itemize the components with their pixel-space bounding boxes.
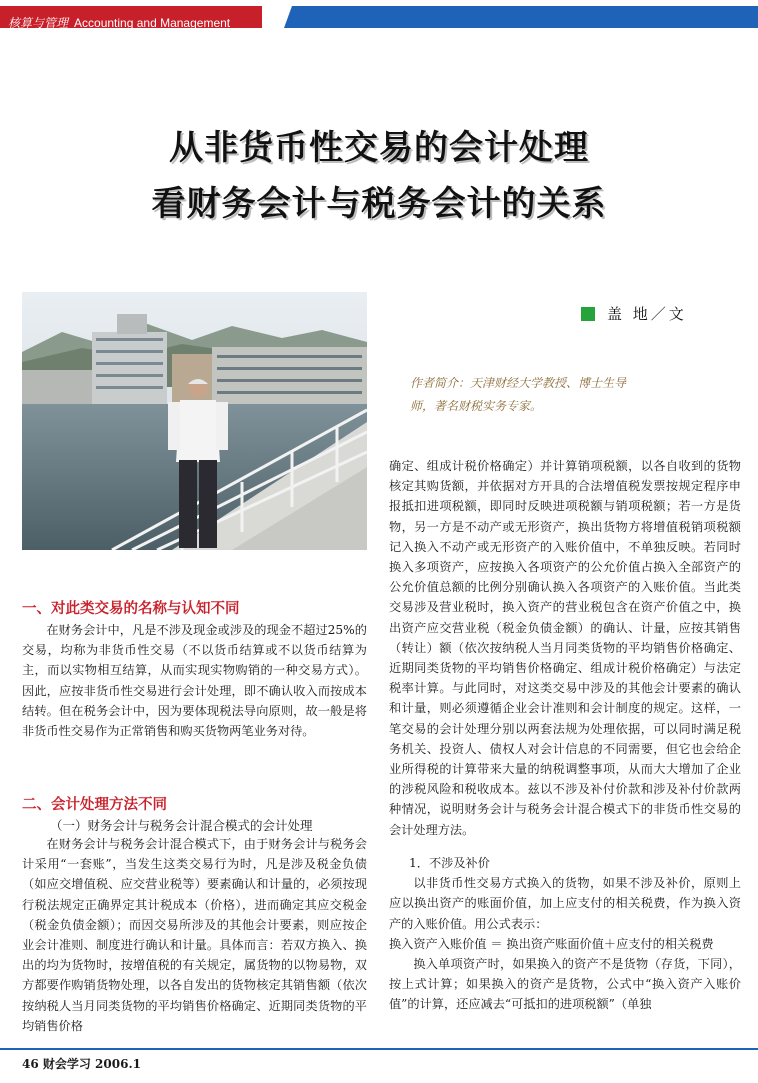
header-red-band [0, 6, 262, 28]
column-header-bar [0, 0, 758, 30]
section-1-body: 在财务会计中，凡是不涉及现金或涉及的现金不超过25%的交易，均称为非货币性交易（不以货币结算或不以货币结算为主，而以实物相互结算，从而实现实物购销的一种交易方式）。因此，应按非货币性交易进行会计处理，即不确认收入而按成本结转。但在税务会计中，因为要体现税法导向原则，故一般是将非货币性交易作为正常销售和购买货物两笔业务对待。 [22, 623, 367, 739]
right-column-subsection [389, 853, 741, 1015]
author-photo [22, 292, 367, 550]
page-footer: 46 财会学习 2006.1 [22, 1057, 141, 1071]
formula: 换入资产入账价值 ＝ 换出资产账面价值＋应支付的相关税费 [389, 936, 714, 951]
author-note: 作者简介：天津财经大学教授、博士生导师，著名财税实务专家。 [410, 376, 627, 413]
section-2-subheading: （一）财务会计与税务会计混合模式的会计处理 [50, 818, 313, 833]
column-title [8, 14, 230, 31]
item-1-heading: 1．不涉及补价 [409, 856, 490, 870]
item-1-body-2: 换入单项资产时，如果换入的资产不是货物（存货，下同），按上式计算；如果换入的资产是货物，公式中“换入资产入账价值”的计算，还应减去“可抵扣的进项税额”（单独 [389, 957, 741, 1012]
footer-rule [0, 1048, 758, 1050]
author-byline: 盖 地／文 [607, 305, 687, 323]
section-1-heading: 一、对此类交易的名称与认知不同 [22, 601, 240, 617]
byline [581, 303, 687, 324]
green-square-icon [581, 307, 595, 321]
column-title-en: Accounting and Management [74, 16, 231, 30]
header-blue-band [284, 6, 758, 28]
section-2-body: 在财务会计与税务会计混合模式下，由于财务会计与税务会计采用“一套账”，当发生这类交易行为时，凡是涉及税金负债（如应交增值税、应交营业税等）要素确认和计量的，必须按现行税法规定正确界定其计税成本（价格），进而确定其应交税金（税金负债金额）；而因交易所涉及的其他会计要素，则应按企业会计准则、制度进行确认和计量。具体而言：若双方换入、换出的均为货物时，按增值税的有关规定，属货物的以物易物，双方都要作购销货物处理，以各自发出的货物核定其销售额（依次按纳税人当月同类货物的平均销售价格确定、近期同类货物的平均销售价格 [22, 837, 367, 1033]
article-title-line2: 看财务会计与税务会计的关系 [151, 184, 607, 224]
article-title-line1: 从非货币性交易的会计处理 [169, 128, 589, 168]
column-title-cn: 核算与管理 [8, 16, 69, 30]
right-column-body: 确定、组成计税价格确定）并计算销项税额，以各自收到的货物核定其购货额，并依据对方开具的合法增值税发票按规定程序申报抵扣进项税额，即同时反映进项税额与销项税额；若一方是货物，另一方是不动产或无形资产，换出货物方将增值税销项税额记入换入不动产或无形资产的入账价值中，不单独反映。若同时换入多项资产，应按换入各项资产的公允价值占换入全部资产的公允价值总额的比例分别确认换入各项资产的入账价值。当此类交易涉及营业税时，换入资产的营业税包含在资产价值之中，换出资产应交营业税（税金负债金额）的确认、计量，应按其销售（转让）额（依次按纳税人当月同类货物的平均销售价格确定、近期同类货物的平均销售价格确定、组成计税价格确定）与法定税率计算。与此同时，对这类交易中涉及的其他会计要素的确认和计量，则必须遵循企业会计准则和会计制度的规定。这样，一笔交易的会计处理分别以两套法规为处理依据，可以同时满足税务机关、投资人、债权人对会计信息的不同需要，但它也会给企业所得税的计算带来大量的纳税调整事项，从而大大增加了企业的涉税风险和税收成本。兹以不涉及补付价款和涉及补付价款两种情况，说明财务会计与税务会计混合模式下的非货币性交易的会计处理方法。 [389, 459, 741, 837]
section-2-heading: 二、会计处理方法不同 [22, 797, 167, 813]
item-1-body: 以非货币性交易方式换入的货物，如果不涉及补价，原则上应以换出资产的账面价值，加上应支付的相关税费，作为换入资产的入账价值。用公式表示： [389, 876, 741, 931]
